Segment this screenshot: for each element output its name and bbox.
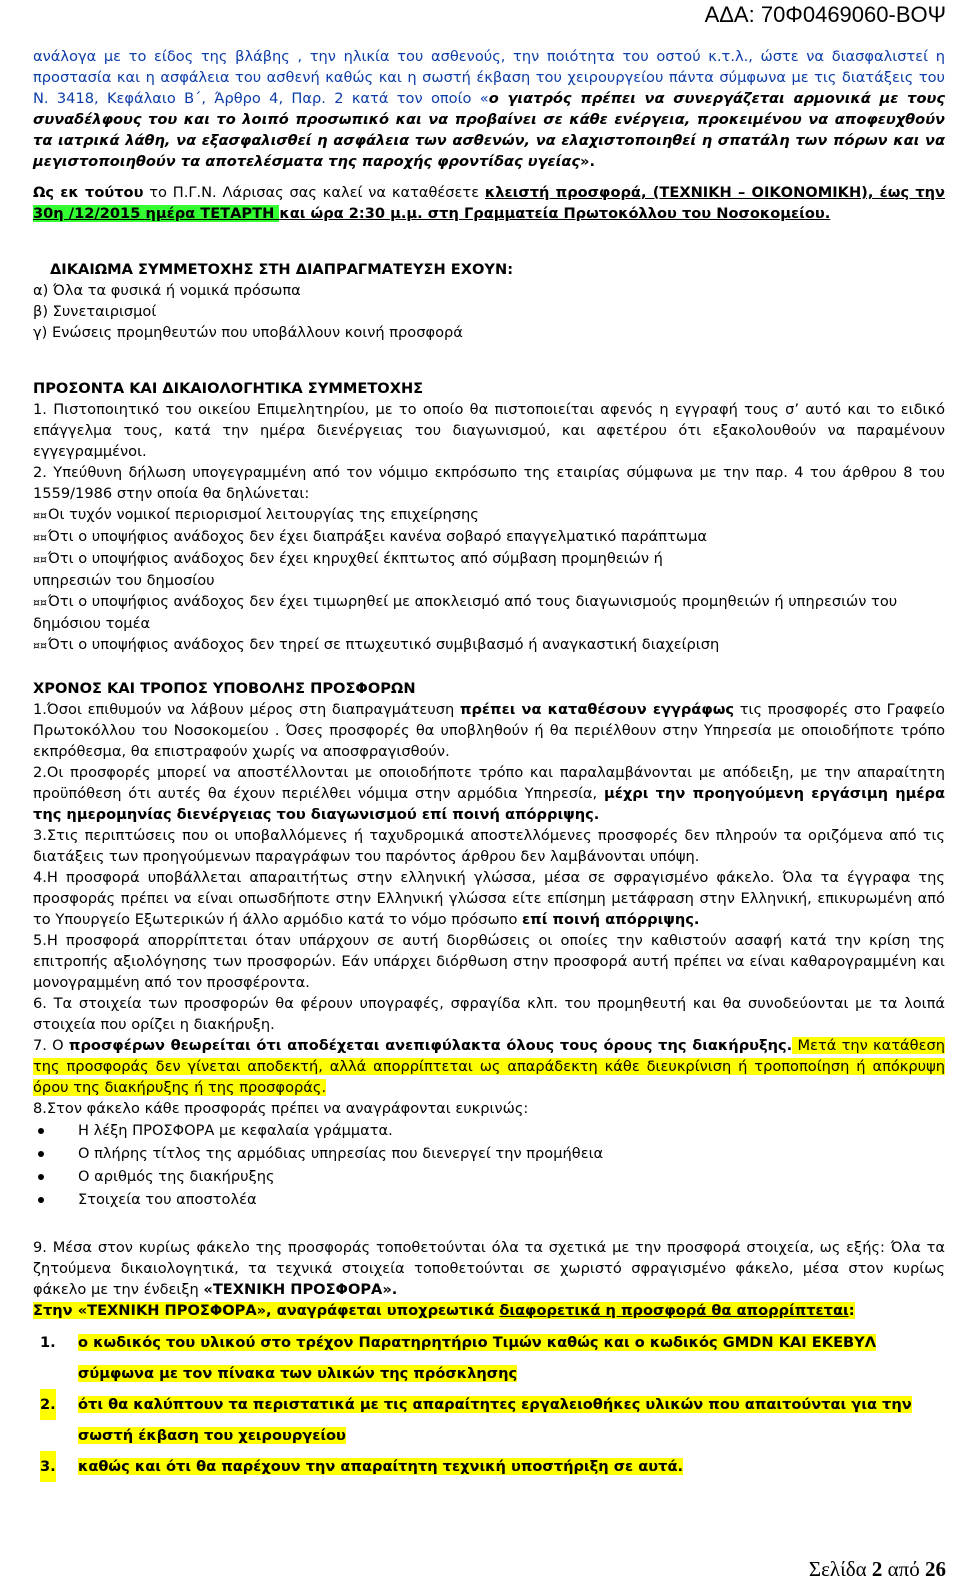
declaration-item: ¤¤ Ότι ο υποψήφιος ανάδοχος δεν έχει κηρυχθεί έκπτωτος από σύμβαση προμηθειών ή — [33, 548, 945, 570]
submission-paragraph-7: 7. Ο προσφέρων θεωρείται ότι αποδέχεται ανεπιφύλακτα όλους τους όρους της διακήρυξης. Μετά την κατάθεση της προσφοράς δεν γίνεται αποδεκτή, αλλά απορρίπτεται ως απαράδεκτη κάθε διευκρίνιση ή τροποποίηση ή απόκρυψη όρου της διακήρυξης ή της προσφοράς. — [33, 1037, 945, 1096]
bullet-icon — [33, 593, 48, 610]
bullet-icon — [33, 506, 48, 523]
submission-paragraph-4: 4.Η προσφορά υποβάλλεται απαραιτήτως στην ελληνική γλώσσα, μέσα σε σφραγισμένο φάκελο. Όλα τα έγγραφα της προσφοράς πρέπει να είναι οπωσδήποτε στην Ελληνική γλώσσα είτε επίσημη μετάφραση στην Ελληνική, επικυρωμένη από το Υπουργείο Εξωτερικών ή άλλο αρμόδιο κατά το νόμο πρόσωπο επί ποινή απόρριψης. — [33, 869, 945, 928]
submission-paragraph-5: 5.Η προσφορά απορρίπτεται όταν υπάρχουν σε αυτή διορθώσεις οι οποίες την καθιστούν ασαφή κατά την κρίση της επιτροπής αξιολόγησης των προσφορών. Εάν υπάρχει διόρθωση στην προσφορά αυτή πρέπει να είναι καθαρογραμμένη και μονογραμμένη από τον προσφέροντα. — [33, 932, 945, 991]
bullet-icon — [33, 528, 48, 545]
quals-paragraph-2: 2. Υπεύθυνη δήλωση υπογεγραμμένη από τον νόμιμο εκπρόσωπο της εταιρίας σύμφωνα με την παρ. 4 του άρθρου 8 του 1559/1986 στην οποία θα δηλώνεται: — [33, 464, 945, 502]
list-item: Η λέξη ΠΡΟΣΦΟΡΑ με κεφαλαία γράμματα. — [33, 1119, 945, 1142]
submission-paragraph-1: 1.Όσοι επιθυμούν να λάβουν μέρος στη διαπραγμάτευση πρέπει να καταθέσουν εγγράφως τις προσφορές στο Γραφείο Πρωτοκόλλου του Νοσοκομείου . Όσες προσφορές θα υποβληθούν ή θα περιέλθουν στην Υπηρεσία με οποιοδήποτε τρόπο εκπρόθεσμα, θα επιστραφούν χωρίς να αποσφραγισθούν. — [33, 701, 945, 760]
rights-heading: ΔΙΚΑΙΩΜΑ ΣΥΜΜΕΤΟΧΗΣ ΣΤΗ ΔΙΑΠΡΑΓΜΑΤΕΥΣΗ ΕΧΟΥΝ: — [50, 261, 514, 278]
list-item: Στοιχεία του αποστολέα — [33, 1188, 945, 1211]
invitation-text: το Π.Γ.Ν. Λάρισας σας καλεί να καταθέσετε — [143, 184, 485, 201]
submission-heading: ΧΡΟΝΟΣ ΚΑΙ ΤΡΟΠΟΣ ΥΠΟΒΟΛΗΣ ΠΡΟΣΦΟΡΩΝ — [33, 680, 416, 697]
declaration-item: ¤¤ Οι τυχόν νομικοί περιορισμοί λειτουργίας της επιχείρησης — [33, 504, 945, 526]
ada-code: ΑΔΑ: 70Φ0469060-ΒΟΨ — [704, 2, 946, 27]
rights-item: β) Συνεταιρισμοί — [33, 303, 157, 320]
envelope-list — [33, 1119, 945, 1211]
invitation-time-place: και ώρα 2:30 μ.μ. στη Γραμματεία Πρωτοκόλλου του Νοσοκομείου. — [279, 205, 831, 222]
rights-item: γ) Ενώσεις προμηθευτών που υποβάλλουν κοινή προσφορά — [33, 324, 463, 341]
list-item: 3. καθώς και ότι θα παρέχουν την απαραίτητη τεχνική υποστήριξη σε αυτά. — [33, 1451, 945, 1482]
intro-quote-end: ». — [580, 153, 596, 170]
declaration-item: ¤¤ Ότι ο υποψήφιος ανάδοχος δεν τηρεί σε πτωχευτικό συμβιβασμό ή αναγκαστική διαχείριση — [33, 634, 945, 656]
submission-paragraph-9: 9. Μέσα στον κυρίως φάκελο της προσφοράς τοποθετούνται όλα τα σχετικά με την προσφορά στοιχεία, ως εξής: Όλα τα ζητούμενα δικαιολογητικά, τα τεχνικά στοιχεία τοποθετούνται σε χωριστό σφραγισμένο φάκελο, μέσα στον κυρίως φάκελο με την ένδειξη «ΤΕΧΝΙΚΗ ΠΡΟΣΦΟΡΑ». — [33, 1239, 945, 1298]
declaration-item: ¤¤ Ότι ο υποψήφιος ανάδοχος δεν έχει διαπράξει κανένα σοβαρό επαγγελματικό παράπτωμα — [33, 526, 945, 548]
quals-heading: ΠΡΟΣΟΝΤΑ ΚΑΙ ΔΙΚΑΙΟΛΟΓΗΤΙΚΑ ΣΥΜΜΕΤΟΧΗΣ — [33, 380, 424, 397]
declaration-item-continued: υπηρεσιών του δημοσίου — [33, 572, 215, 589]
submission-paragraph-3: 3.Στις περιπτώσεις που οι υποβαλλόμενες ή ταχυδρομικά αποστελλόμενες προσφορές δεν πληρούν τα οριζόμενα από τις διατάξεις των προηγούμενων παραγράφων του παρόντος άρθρου δεν λαμβάνονται υπόψη. — [33, 827, 945, 865]
page-number: Σελίδα 2 από 26 — [808, 1557, 946, 1581]
intro-paragraph — [33, 46, 945, 172]
list-item: 1. ο κωδικός του υλικού στο τρέχον Παρατηρητήριο Τιμών καθώς και ο κωδικός GMDN ΚΑΙ ΕΚΕΒΥΛ σύμφωνα με τον πίνακα των υλικών της πρόσκλησης — [40, 1334, 877, 1382]
bullet-icon — [33, 636, 48, 653]
technical-offer-line: Στην «ΤΕΧΝΙΚΗ ΠΡΟΣΦΟΡΑ», αναγράφεται υποχρεωτικά διαφορετικά η προσφορά θα απορρίπτεται: — [33, 1302, 855, 1319]
intro-text: ανάλογα με το είδος της βλάβης , την ηλικία του ασθενούς, την ποιότητα του οστού κ.τ.λ., ώστε να διασφαλιστεί η προστασία και η ασφάλεια του ασθενή καθώς και η σωστή έκβαση του χειρουργείου πάντα σύμφωνα με τις διατάξεις του Ν. 3418, Κεφάλαιο Β΄, Άρθρο 4, Παρ. 2 κατά τον οποίο « — [33, 48, 945, 107]
invitation-lead: Ως εκ τούτου — [33, 184, 144, 201]
document-page — [33, 46, 945, 1482]
highlighted-text: Μετά την κατάθεση της προσφοράς δεν γίνεται αποδεκτή, αλλά απορρίπτεται ως απαράδεκτη κάθε διευκρίνιση ή τροποποίηση ή απόκρυψη όρου της διακήρυξης ή της προσφοράς. — [33, 1037, 945, 1096]
invitation-paragraph — [33, 182, 945, 224]
technical-requirements-list — [33, 1327, 945, 1482]
submission-paragraph-8: 8.Στον φάκελο κάθε προσφοράς πρέπει να αναγράφονται ευκρινώς: — [33, 1100, 529, 1117]
declaration-item: ¤¤ Ότι ο υποψήφιος ανάδοχος δεν έχει τιμωρηθεί με αποκλεισμό από τους διαγωνισμούς προμηθειών ή υπηρεσιών του δημόσιου τομέα — [33, 591, 945, 634]
rights-item: α) Όλα τα φυσικά ή νομικά πρόσωπα — [33, 282, 301, 299]
quals-paragraph-1: 1. Πιστοποιητικό του οικείου Επιμελητηρίου, με το οποίο θα πιστοποιείται αφενός η εγγραφή τους σ’ αυτό και το ειδικό επάγγελμα τους, κατά την ημέρα διενέργειας του διαγωνισμού, και αφετέρου ότι εξακολουθούν να παραμένουν εγγεγραμμένοι. — [33, 401, 945, 460]
list-item: Ο αριθμός της διακήρυξης — [33, 1165, 945, 1188]
invitation-date: 30η /12/2015 ημέρα ΤΕΤΑΡΤΗ — [33, 205, 280, 222]
submission-paragraph-6: 6. Τα στοιχεία των προσφορών θα φέρουν υπογραφές, σφραγίδα κλπ. του προμηθευτή και θα συνοδεύονται με τα λοιπά στοιχεία που ορίζει η διακήρυξη. — [33, 995, 945, 1033]
bullet-icon — [33, 550, 48, 567]
invitation-offer: κλειστή προσφορά, (ΤΕΧΝΙΚΗ – ΟΙΚΟΝΟΜΙΚΗ), έως την — [484, 184, 945, 201]
intro-quote: ο γιατρός πρέπει να συνεργάζεται αρμονικά με τους συναδέλφους του και το λοιπό προσωπικό και να προβαίνει σε κάθε ενέργεια, προκειμένου να αποφευχθούν τα ιατρικά λάθη, να εξασφαλισθεί η ασφάλεια των ασθενών, να ελαχιστοποιηθεί η σπατάλη των πόρων και να μεγιστοποιηθούν τα αποτελέσματα της παροχής φροντίδας υγείας — [33, 90, 945, 170]
submission-paragraph-2: 2.Οι προσφορές μπορεί να αποστέλλονται με οποιοδήποτε τρόπο και παραλαμβάνονται με απόδειξη, με την απαραίτητη προϋπόθεση ότι αυτές θα έχουν περιέλθει νόμιμα στην αρμόδια Υπηρεσία, μέχρι την προηγούμενη εργάσιμη ημέρα της ημερομηνίας διενέργειας του διαγωνισμού επί ποινή απόρριψης. — [33, 764, 945, 823]
list-item: 2. ότι θα καλύπτουν τα περιστατικά με τις απαραίτητες εργαλειοθήκες υλικών που απαιτούνται για την σωστή έκβαση του χειρουργείου — [33, 1389, 945, 1451]
list-item: Ο πλήρης τίτλος της αρμόδιας υπηρεσίας που διενεργεί την προμήθεια — [33, 1142, 945, 1165]
